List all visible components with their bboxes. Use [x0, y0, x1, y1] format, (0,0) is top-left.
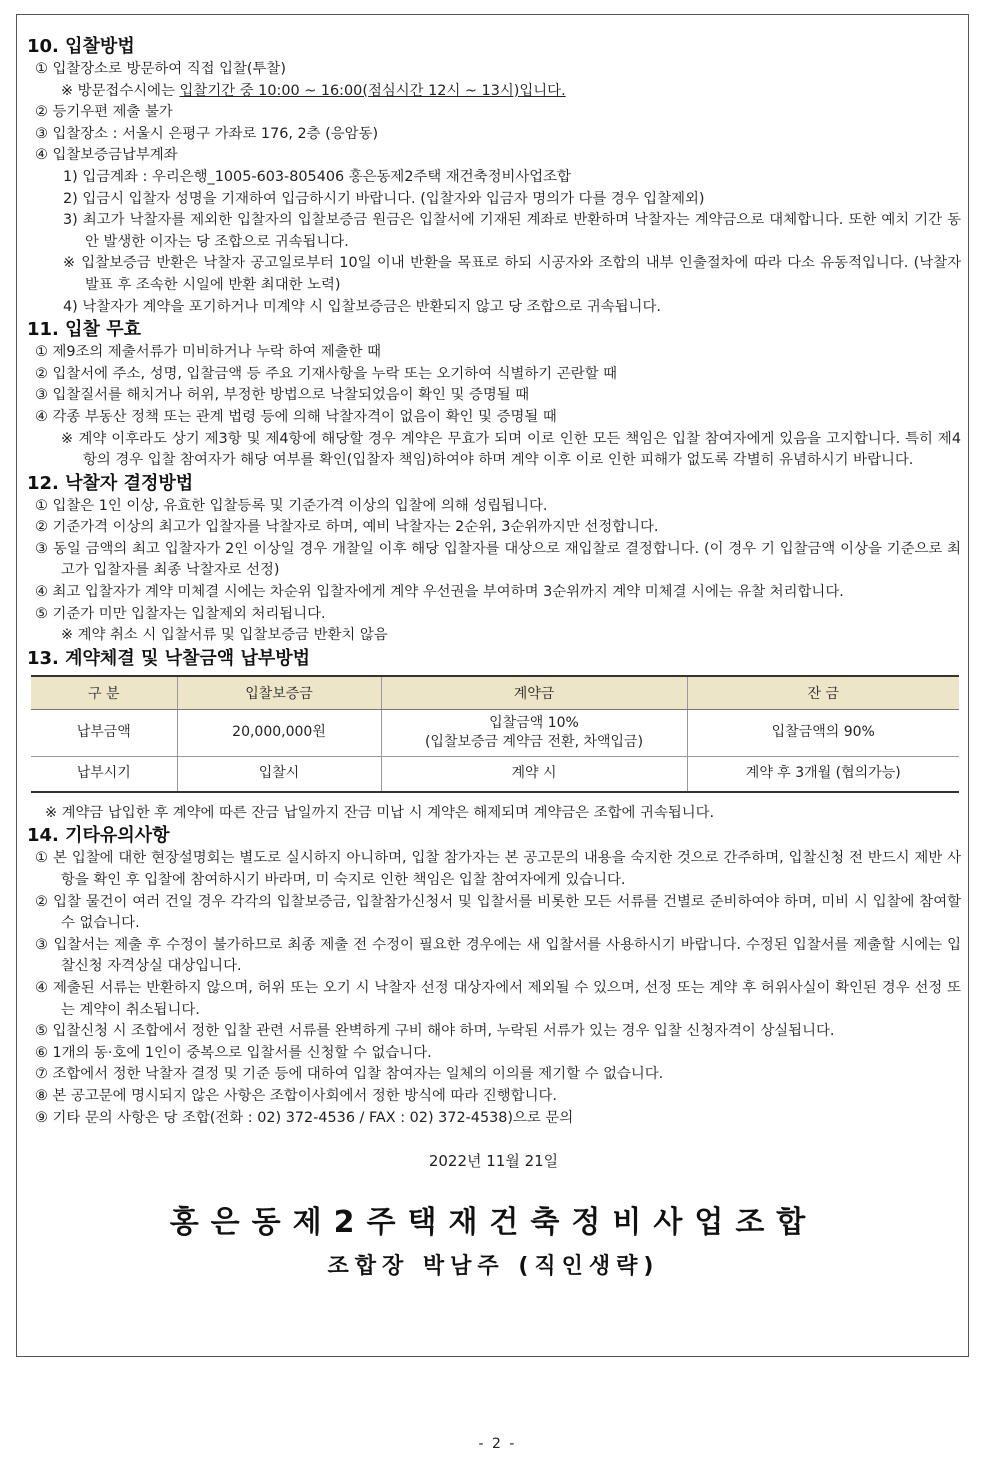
- header-contract: 계약금: [381, 676, 687, 710]
- s10-note-1-prefix: ※ 방문접수시에는: [61, 82, 180, 99]
- row2-contract: 계약 시: [381, 756, 687, 792]
- table-header-row: [31, 676, 959, 710]
- payment-table: [31, 675, 959, 793]
- header-category: 구 분: [31, 676, 177, 710]
- section-12-title: 12. 낙찰자 결정방법: [27, 472, 194, 494]
- s10-note-1: [61, 81, 961, 103]
- header-deposit: 입찰보증금: [177, 676, 381, 710]
- s10-sub-1: 1) 입금계좌 : 우리은행_1005-603-805406 홍은동제2주택 재건축정비사업조합: [63, 168, 571, 185]
- row1-label: 납부금액: [31, 709, 177, 756]
- s12-item-2: ② 기준가격 이상의 최고가 입찰자를 낙찰자로 하며, 예비 낙찰자는 2순위, 3순위까지만 선정합니다.: [35, 519, 659, 536]
- row1-balance: 입찰금액의 90%: [687, 709, 959, 756]
- s11-item-3: ③ 입찰질서를 해치거나 허위, 부정한 방법으로 낙찰되었음이 확인 및 증명될 때: [35, 387, 530, 404]
- table-row: [31, 709, 959, 756]
- s10-note-2: ※ 입찰보증금 반환은 낙찰자 공고일로부터 10일 이내 반환을 목표로 하되 시공자와 조합의 내부 인출절차에 따라 다소 유동적입니다. (낙찰자 발표 후 조속한 시일에 반환 최대한 노력): [63, 255, 961, 293]
- s12-item-5: ⑤ 기준가 미만 입찰자는 입찰제외 처리됩니다.: [35, 605, 326, 622]
- document-frame: [16, 14, 969, 1357]
- section-11-title: 11. 입찰 무효: [27, 319, 141, 341]
- s10-sub-4: 4) 낙찰자가 계약을 포기하거나 미계약 시 입찰보증금은 반환되지 않고 당 조합으로 귀속됩니다.: [63, 298, 661, 315]
- s14-item-3: ③ 입찰서는 제출 후 수정이 불가하므로 최종 제출 전 수정이 필요한 경우에는 새 입찰서를 사용하시기 바랍니다. 수정된 입찰서를 제출할 시에는 입찰신청 자격상실 대상입니다.: [35, 936, 961, 975]
- organization-name: 홍은동제2주택재건축정비사업조합: [169, 1205, 818, 1241]
- s12-note: ※ 계약 취소 시 입찰서류 및 입찰보증금 반환치 않음: [61, 627, 388, 644]
- s10-sub-2: 2) 입금시 입찰자 성명을 기재하여 입금하시기 바랍니다. (입찰자와 입금자 명의가 다를 경우 입찰제외): [63, 190, 705, 207]
- s10-item-3: ③ 입찰장소 : 서울시 은평구 가좌로 176, 2층 (응암동): [35, 125, 379, 142]
- row2-label: 납부시기: [31, 756, 177, 792]
- s12-item-4: ④ 최고 입찰자가 계약 미체결 시에는 차순위 입찰자에게 계약 우선권을 부여하며 3순위까지 계약 미체결 시에는 유찰 처리합니다.: [35, 584, 844, 601]
- row1-contract-line2: (입찰보증금 계약금 전환, 차액입금): [424, 733, 644, 750]
- s12-item-3: ③ 동일 금액의 최고 입찰자가 2인 이상일 경우 개찰일 이후 해당 입찰자를 대상으로 재입찰로 결정합니다. (이 경우 기 입찰금액 이상을 기준으로 최고가 입찰자를 최종 낙찰자로 선정): [35, 540, 961, 579]
- s12-item-1: ① 입찰은 1인 이상, 유효한 입찰등록 및 기준가격 이상의 입찰에 의해 성립됩니다.: [35, 497, 548, 514]
- s14-item-2: ② 입찰 물건이 여러 건일 경우 각각의 입찰보증금, 입찰참가신청서 및 입찰서를 비롯한 모든 서류를 건별로 준비하여야 하며, 미비 시 입찰에 참여할 수 없습니다.: [35, 893, 961, 932]
- row2-balance: 계약 후 3개월 (협의가능): [687, 756, 959, 792]
- table-row: [31, 756, 959, 792]
- document-content: [17, 35, 970, 1280]
- s10-note-1-underlined: 입찰기간 중 10:00 ~ 16:00(점심시간 12시 ~ 13시)입니다.: [179, 82, 566, 99]
- s11-note: ※ 계약 이후라도 상기 제3항 및 제4항에 해당할 경우 계약은 무효가 되며 이로 인한 모든 책임은 입찰 참여자에게 있음을 고지합니다. 특히 제4항의 경우 입찰 참여자가 해당 여부를 확인(입찰자 책임)하여야 하며 계약 이후 이로 인한 피해가 없도록 각별히 유념하시기 바랍니다.: [61, 430, 961, 469]
- s13-note: ※ 계약금 납입한 후 계약에 따른 잔금 납일까지 잔금 미납 시 계약은 해제되며 계약금은 조합에 귀속됩니다.: [45, 804, 715, 821]
- s11-item-1: ① 제9조의 제출서류가 미비하거나 누락 하여 제출한 때: [35, 344, 382, 361]
- row1-contract-line1: 입찰금액 10%: [489, 714, 579, 731]
- s11-item-4: ④ 각종 부동산 정책 또는 관계 법령 등에 의해 낙찰자격이 없음이 확인 및 증명될 때: [35, 408, 557, 425]
- s14-item-4: ④ 제출된 서류는 반환하지 않으며, 허위 또는 오기 시 낙찰자 선정 대상자에서 제외될 수 있으며, 선정 또는 계약 후 허위사실이 확인된 경우 선정 또는 계약이 취소됩니다.: [35, 980, 961, 1018]
- notice-date: 2022년 11월 21일: [428, 1152, 559, 1171]
- s10-item-2: ② 등기우편 제출 불가: [35, 104, 173, 121]
- section-10-title: 10. 입찰방법: [27, 36, 135, 57]
- s14-item-8: ⑧ 본 공고문에 명시되지 않은 사항은 조합이사회에서 정한 방식에 따라 진행합니다.: [35, 1087, 557, 1104]
- section-13-title: 13. 계약체결 및 낙찰금액 납부방법: [27, 647, 310, 669]
- row2-deposit: 입찰시: [177, 756, 381, 792]
- s10-item-4: ④ 입찰보증금납부계좌: [35, 147, 178, 164]
- s14-item-6: ⑥ 1개의 동·호에 1인이 중복으로 입찰서를 신청할 수 없습니다.: [35, 1044, 432, 1061]
- chairman-signature-line: 조합장 박남주 (직인생략): [327, 1254, 660, 1280]
- page-number: - 2 -: [478, 1436, 517, 1452]
- row1-deposit: 20,000,000원: [177, 709, 381, 756]
- s10-item-1: ① 입찰장소로 방문하여 직접 입찰(투찰): [35, 61, 286, 77]
- s14-item-7: ⑦ 조합에서 정한 낙찰자 결정 및 기준 등에 대하여 입찰 참여자는 일체의 이의를 제기할 수 없습니다.: [35, 1066, 664, 1083]
- header-balance: 잔 금: [687, 676, 959, 710]
- s11-item-2: ② 입찰서에 주소, 성명, 입찰금액 등 주요 기재사항을 누락 또는 오기하여 식별하기 곤란할 때: [35, 365, 617, 382]
- s14-item-9: ⑨ 기타 문의 사항은 당 조합(전화 : 02) 372-4536 / FAX : 02) 372-4538)으로 문의: [35, 1109, 574, 1126]
- row1-contract: [381, 709, 687, 756]
- s14-item-1: ① 본 입찰에 대한 현장설명회는 별도로 실시하지 아니하며, 입찰 참가자는 본 공고문의 내용을 숙지한 것으로 간주하며, 입찰신청 전 반드시 제반 사항을 확인 후 입찰에 참여하시기 바라며, 미 숙지로 인한 책임은 입찰 참여자에게 있습니다.: [35, 850, 961, 889]
- s14-item-5: ⑤ 입찰신청 시 조합에서 정한 입찰 관련 서류를 완벽하게 구비 해야 하며, 누락된 서류가 있는 경우 입찰 신청자격이 상실됩니다.: [35, 1023, 835, 1040]
- s10-sub-3: 3) 최고가 낙찰자를 제외한 입찰자의 입찰보증금 원금은 입찰서에 기재된 계좌로 반환하며 낙찰자는 계약금으로 대체합니다. 또한 예치 기간 동안 발생한 이자는 당 조합으로 귀속됩니다.: [63, 212, 961, 250]
- section-14-title: 14. 기타유의사항: [27, 825, 170, 847]
